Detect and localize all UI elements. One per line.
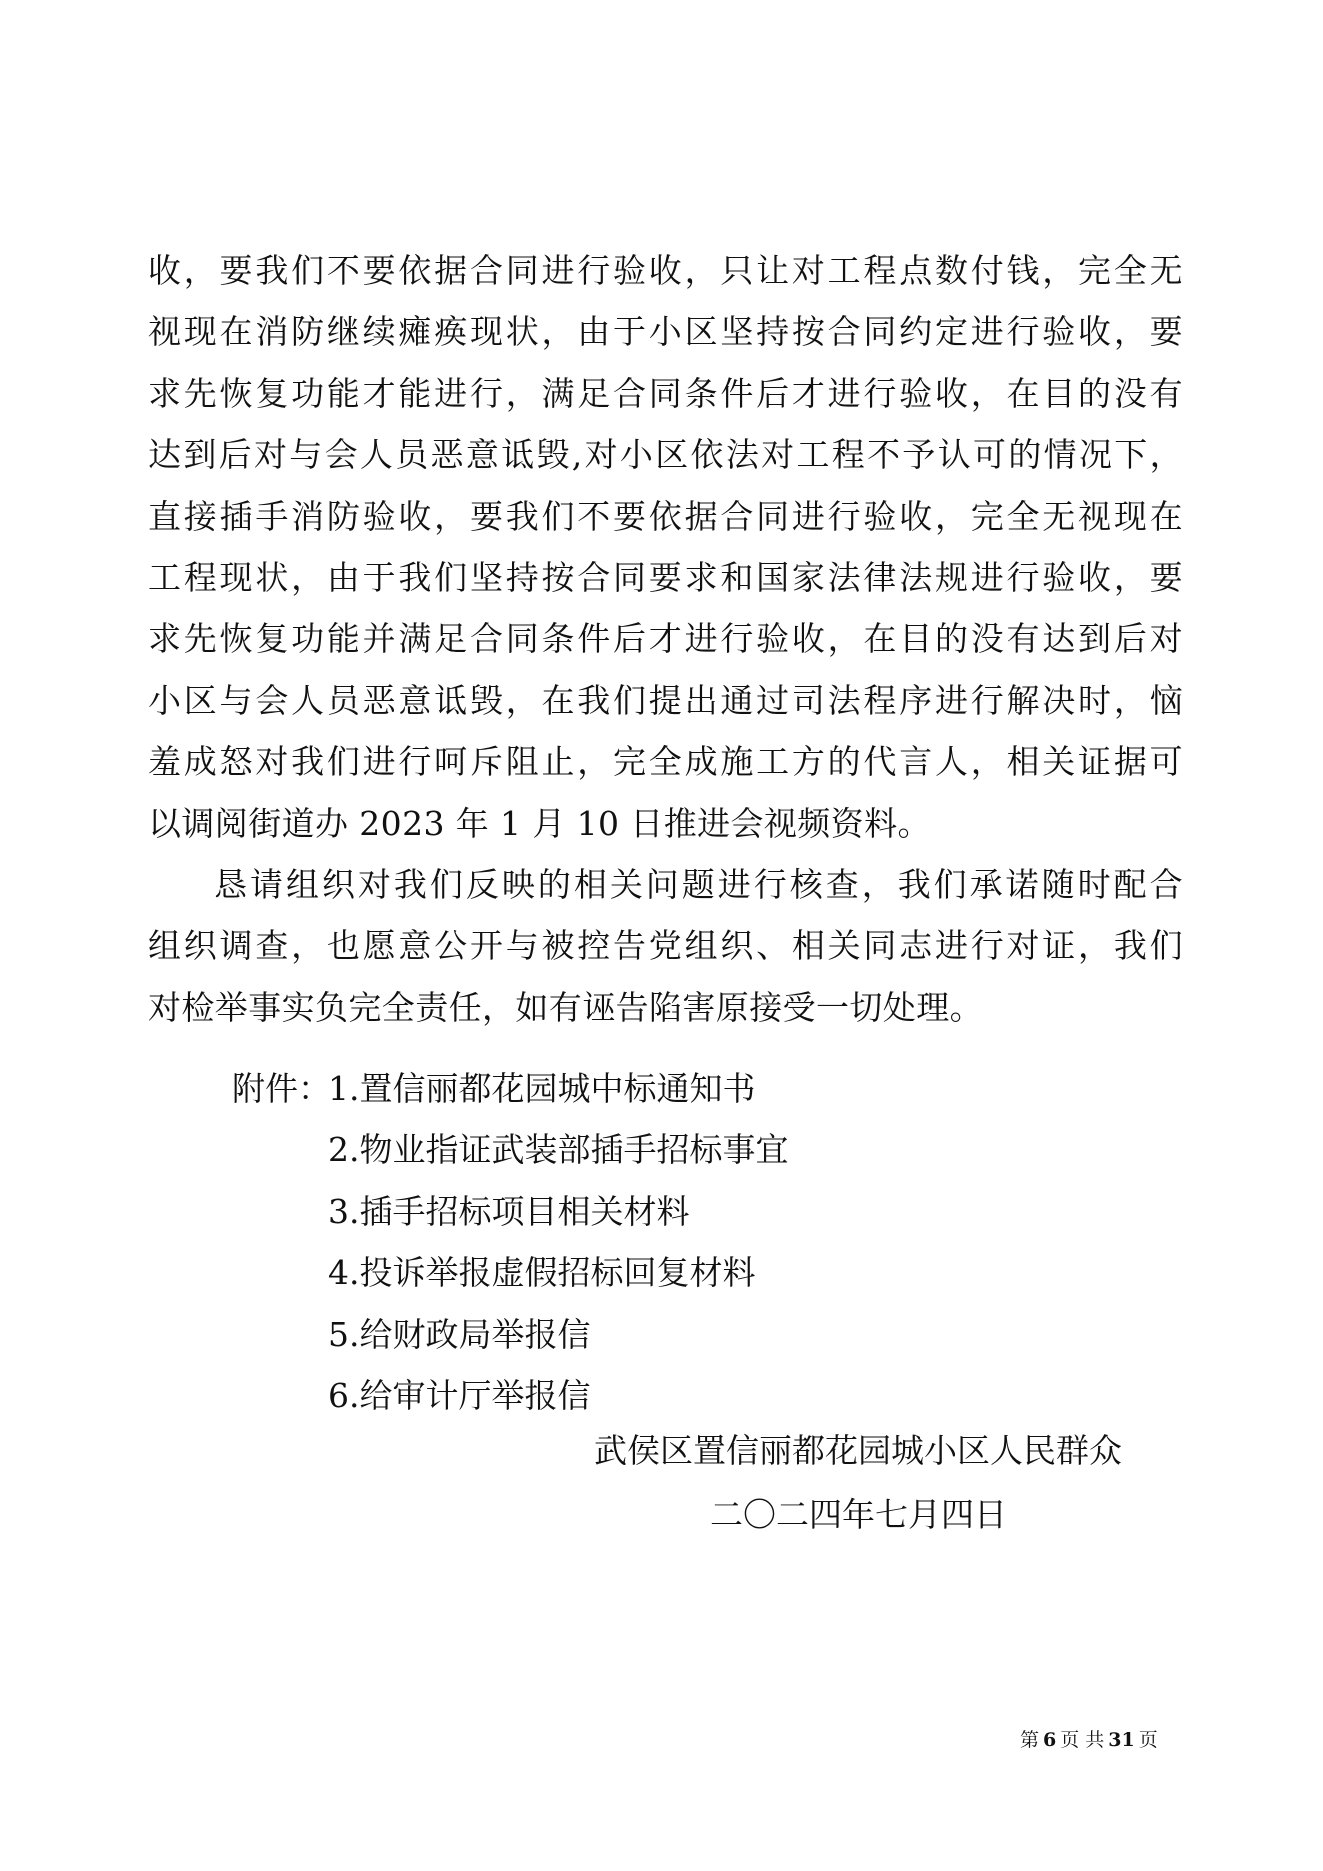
letter-body [148,240,1183,1038]
attachment-list [232,1058,932,1426]
text-line: 达到后对与会人员恶意诋毁,对小区依法对工程不予认可的情况下， [148,435,1183,475]
text-line: 求先恢复功能才能进行，满足合同条件后才进行验收，在目的没有 [148,373,1183,413]
current-page-number: 6 [1043,1729,1057,1751]
attachment-item-text: 1.置信丽都花园城中标通知书 [328,1069,756,1108]
attachment-label: 附件： [232,1069,331,1108]
text-line: 收，要我们不要依据合同进行验收，只让对工程点数付钱，完全无 [148,251,1183,290]
paragraph-continued [148,240,1183,854]
attachment-item: 5.给财政局举报信 [328,1314,591,1354]
footer-prefix: 第 [1020,1729,1040,1751]
text-line: 羞成怒对我们进行呵斥阻止，完全成施工方的代言人，相关证据可 [148,742,1183,782]
text-line: 工程现状，由于我们坚持按合同要求和国家法律法规进行验收，要 [148,557,1183,597]
signature-date: 二〇二四年七月四日 [710,1495,1007,1534]
attachment-item: 3.插手招标项目相关材料 [328,1191,690,1231]
text-line: 恳请组织对我们反映的相关问题进行核查，我们承诺随时配合 [214,864,1183,904]
total-pages-number: 31 [1108,1729,1135,1751]
attachment-item: 6.给审计厅举报信 [328,1375,591,1415]
text-line: 小区与会人员恶意诋毁，在我们提出通过司法程序进行解决时，恼 [148,680,1183,720]
page-number-footer [1020,1725,1158,1752]
attachment-item [232,1058,932,1119]
footer-middle: 页 共 [1060,1729,1105,1751]
text-line: 直接插手消防验收，要我们不要依据合同进行验收，完全无视现在 [148,496,1183,536]
signature-organization: 武侯区置信丽都花园城小区人民群众 [594,1431,1122,1470]
attachment-item: 4.投诉举报虚假招标回复材料 [328,1253,756,1293]
signature-block [0,1420,1323,1560]
footer-suffix: 页 [1138,1729,1158,1751]
text-line: 求先恢复功能并满足合同条件后才进行验收，在目的没有达到后对 [148,619,1183,659]
text-line: 对检举事实负完全责任，如有诬告陷害原接受一切处理。 [148,987,983,1027]
paragraph-request [148,854,1183,1038]
attachment-item: 2.物业指证武装部插手招标事宜 [328,1130,789,1170]
text-line: 以调阅街道办 2023 年 1 月 10 日推进会视频资料。 [148,803,931,843]
text-line: 组织调查，也愿意公开与被控告党组织、相关同志进行对证，我们 [148,926,1183,966]
text-line: 视现在消防继续瘫痪现状，由于小区坚持按合同约定进行验收，要 [148,312,1183,352]
